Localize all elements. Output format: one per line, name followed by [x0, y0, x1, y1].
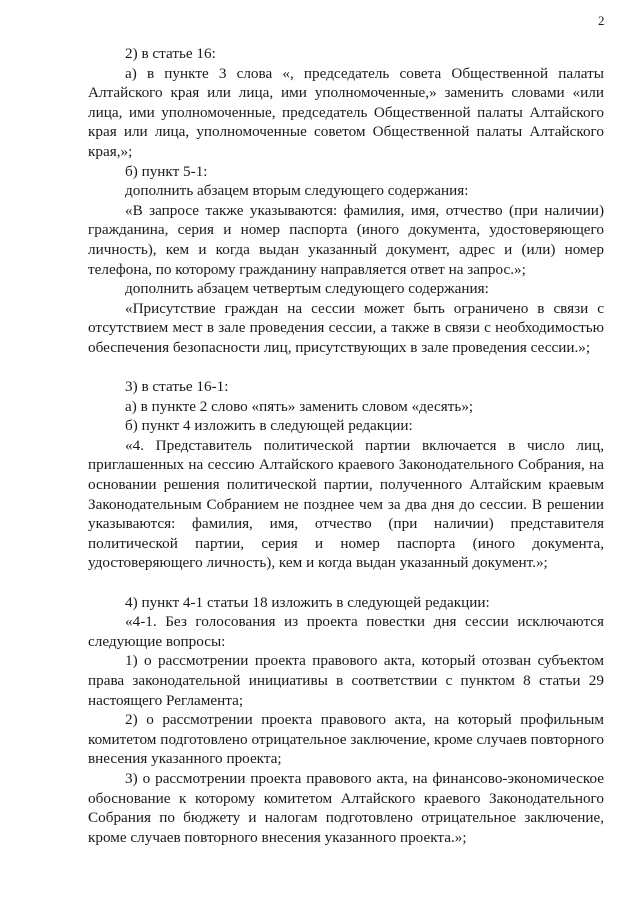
paragraph-gap: [88, 573, 604, 593]
point-4-text: «4. Представитель политической партии включается в число лиц, приглашенных на сессию Алтайского краевого Законодательного Собрания, на основании решения политической партии, полученного Алтайским краевым Законодательным Собранием не позднее чем за два дня до сессии. В решении указываются: фамилия, имя, отчество (при наличии) представителя политической партии, серия и номер паспорта (иного документа, удостоверяющего личность), кем и когда выдан указанный документ.»;: [88, 436, 604, 572]
point-4-1-item-1: 1) о рассмотрении проекта правового акта, который отозван субъектом права законодательной инициативы в соответствии с пунктом 8 статьи 29 настоящего Регламента;: [88, 652, 604, 709]
paragraph-four-text: «Присутствие граждан на сессии может быть ограничено в связи с отсутствием мест в зале проведения сессии, а также в связи с необходимостью обеспечения безопасности лиц, присутствующих в зале проведения сессии.»;: [88, 299, 604, 356]
paragraph-gap: [88, 358, 604, 378]
add-paragraph-four-intro: дополнить абзацем четвертым следующего содержания:: [125, 280, 489, 298]
article-16-heading: 2) в статье 16:: [125, 45, 216, 62]
document-body: [88, 44, 604, 847]
article-16-1-item-b: б) пункт 4 изложить в следующей редакции:: [125, 417, 413, 435]
article-16-item-b: б) пункт 5-1:: [125, 162, 208, 180]
page-number: 2: [598, 13, 605, 28]
article-16-1-item-a: а) в пункте 2 слово «пять» заменить словом «десять»;: [125, 397, 474, 415]
point-4-1-text: «4-1. Без голосования из проекта повестки дня сессии исключаются следующие вопросы:: [88, 613, 604, 650]
article-16-1-heading: 3) в статье 16-1:: [125, 378, 229, 396]
article-18-heading: 4) пункт 4-1 статьи 18 изложить в следующей редакции:: [125, 593, 490, 611]
article-16-item-a: а) в пункте 3 слова «, председатель совета Общественной палаты Алтайского края или лица, ими уполномоченные,» заменить словами «или лица, ими уполномоченные, председатель Общественной палаты Алтайского края или лица, уполномоченные советом Общественной палаты Алтайского края,»;: [88, 64, 604, 160]
point-4-1-item-2: 2) о рассмотрении проекта правового акта, на который профильным комитетом подготовлено отрицательное заключение, кроме случаев повторного внесения указанного проекта;: [88, 711, 604, 768]
point-4-1-item-3: 3) о рассмотрении проекта правового акта, на финансово-экономическое обоснование к которому комитетом Алтайского краевого Законодательного Собрания по бюджету и налогам подготовлено отрицательное заключение, кроме случаев повторного внесения указанного проекта.»;: [88, 769, 604, 846]
paragraph-two-text: «В запросе также указываются: фамилия, имя, отчество (при наличии) гражданина, серия и номер паспорта (иного документа, удостоверяющего личность), кем и когда выдан указанный документ, адрес и (или) номер телефона, по которому гражданину направляется ответ на запрос.»;: [88, 201, 604, 278]
add-paragraph-two-intro: дополнить абзацем вторым следующего содержания:: [125, 182, 469, 200]
